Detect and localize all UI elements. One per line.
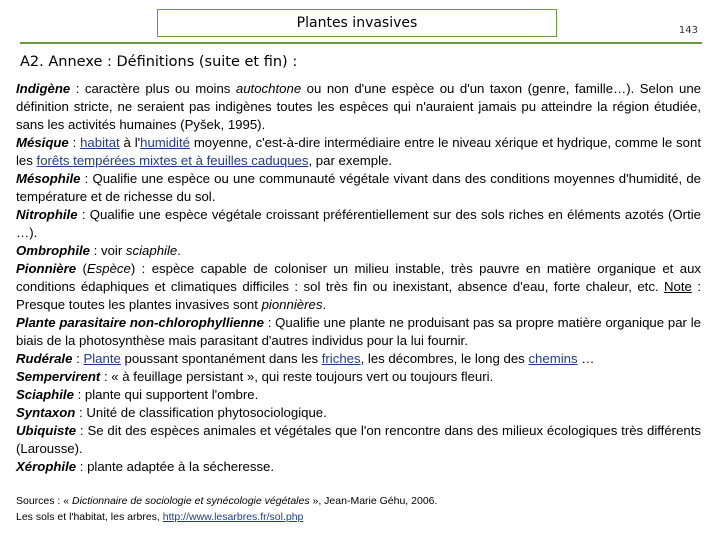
term: Indigène bbox=[16, 81, 71, 96]
definition-text: à l' bbox=[119, 135, 141, 150]
definition-text: : « à feuillage persistant », qui reste toujours vert ou toujours fleuri. bbox=[100, 369, 494, 384]
definition-text-italic: pionnières bbox=[261, 297, 323, 312]
definition-text: poussant spontanément dans les bbox=[120, 351, 322, 366]
definition-sempervirent bbox=[16, 368, 701, 386]
header-title: Plantes invasives bbox=[296, 15, 418, 31]
source-url-link[interactable]: http://www.lesarbres.fr/sol.php bbox=[162, 511, 304, 523]
link-friches[interactable]: friches bbox=[321, 351, 361, 366]
source-line-2 bbox=[16, 509, 706, 525]
definition-text: ) : espèce capable de coloniser un milieu instable, très pauvre en matière organique et aux conditions édaphiques et climatiques difficiles : sol très fin ou inexistant, absence d'eau, forte chaleur, etc. bbox=[16, 261, 701, 294]
source-text: Sources : « bbox=[16, 495, 73, 507]
term: Xérophile bbox=[16, 459, 77, 474]
definition-text: : plante qui supportent l'ombre. bbox=[73, 387, 259, 402]
definition-text: ( bbox=[76, 261, 87, 276]
definition-text: , par exemple. bbox=[308, 153, 393, 168]
definition-text-italic: Espèce bbox=[86, 261, 131, 276]
definition-text: : bbox=[68, 135, 81, 150]
definition-text: : Qualifie une plante ne produisant pas sa propre matière organique par le biais de la photosynthèse mais parasitant d'autres individus pour la lui fournir. bbox=[16, 315, 701, 348]
page-header-box bbox=[157, 9, 557, 37]
definition-syntaxon bbox=[16, 404, 701, 422]
note-label: Note bbox=[664, 279, 692, 294]
definition-indigene bbox=[16, 80, 701, 134]
term: Mésique bbox=[16, 135, 69, 150]
definition-pionniere bbox=[16, 260, 701, 314]
definition-mesique bbox=[16, 134, 701, 170]
definition-text: : plante adaptée à la sécheresse. bbox=[76, 459, 275, 474]
definition-text: , les décombres, le long des bbox=[360, 351, 529, 366]
definition-ubiquiste bbox=[16, 422, 701, 458]
definition-text: : Se dit des espèces animales et végétales que l'on rencontre dans des milieux écologiques très différents (Larousse). bbox=[16, 423, 701, 456]
definition-text: : Qualifie une espèce ou une communauté végétale vivant dans des conditions moyennes d'humidité, de température et de richesse du sol. bbox=[16, 171, 701, 204]
definition-text: . bbox=[177, 243, 181, 258]
term: Sciaphile bbox=[16, 387, 74, 402]
definition-text: : caractère plus ou moins bbox=[70, 81, 236, 96]
definition-text: : Unité de classification phytosociologique. bbox=[75, 405, 327, 420]
definition-text-italic: sciaphile bbox=[125, 243, 178, 258]
definition-text: … bbox=[577, 351, 595, 366]
definition-nitrophile bbox=[16, 206, 701, 242]
definition-text: : Qualifie une espèce végétale croissant préférentiellement sur des sols riches en éléments azotés (Ortie …). bbox=[16, 207, 701, 240]
term: Plante parasitaire non-chlorophyllienne bbox=[16, 315, 264, 330]
definition-mesophile bbox=[16, 170, 701, 206]
definition-text-italic: autochtone bbox=[235, 81, 302, 96]
term: Syntaxon bbox=[16, 405, 76, 420]
page-number: 143 bbox=[678, 25, 698, 36]
definition-text: moyenne, c'est-à-dire intermédiaire entre le niveau xérique et hydrique, comme le sont les bbox=[16, 135, 701, 168]
term: Nitrophile bbox=[16, 207, 78, 222]
definition-text: : bbox=[72, 351, 84, 366]
term: Ombrophile bbox=[16, 243, 90, 258]
definition-ruderale bbox=[16, 350, 701, 368]
source-text: Les sols et l'habitat, les arbres, bbox=[16, 511, 163, 523]
definitions-list bbox=[16, 80, 701, 476]
definition-sciaphile bbox=[16, 386, 701, 404]
definition-text: . bbox=[322, 297, 327, 312]
sources-block bbox=[16, 493, 706, 525]
link-chemins[interactable]: chemins bbox=[528, 351, 578, 366]
definition-text: : voir bbox=[90, 243, 126, 258]
source-text: », Jean-Marie Géhu, 2006. bbox=[309, 495, 438, 507]
definition-plante-parasitaire bbox=[16, 314, 701, 350]
header-divider bbox=[20, 42, 702, 44]
link-plante[interactable]: Plante bbox=[83, 351, 121, 366]
link-habitat[interactable]: habitat bbox=[80, 135, 120, 150]
definition-xerophile bbox=[16, 458, 701, 476]
link-humidite[interactable]: humidité bbox=[140, 135, 190, 150]
term: Sempervirent bbox=[16, 369, 101, 384]
term: Ubiquiste bbox=[16, 423, 77, 438]
section-title: A2. Annexe : Définitions (suite et fin) : bbox=[20, 54, 298, 70]
term: Rudérale bbox=[16, 351, 73, 366]
definition-ombrophile bbox=[16, 242, 701, 260]
link-forets-temperees[interactable]: forêts tempérées mixtes et à feuilles caduques bbox=[36, 153, 309, 168]
source-title: Dictionnaire de sociologie et synécologie végétales bbox=[72, 495, 310, 507]
definition-text: : Presque toutes les plantes invasives sont bbox=[16, 279, 702, 312]
term: Mésophile bbox=[16, 171, 81, 186]
source-line-1 bbox=[16, 493, 706, 509]
definition-text: ou non d'une espèce ou d'un taxon (genre, famille…). Selon une définition stricte, ne seraient pas indigènes toutes les espèces qui n'auraient jamais pu atteindre la région étudiée, sans les activités humaines (Pyšek, 1995). bbox=[16, 81, 701, 132]
term: Pionnière bbox=[16, 261, 77, 276]
